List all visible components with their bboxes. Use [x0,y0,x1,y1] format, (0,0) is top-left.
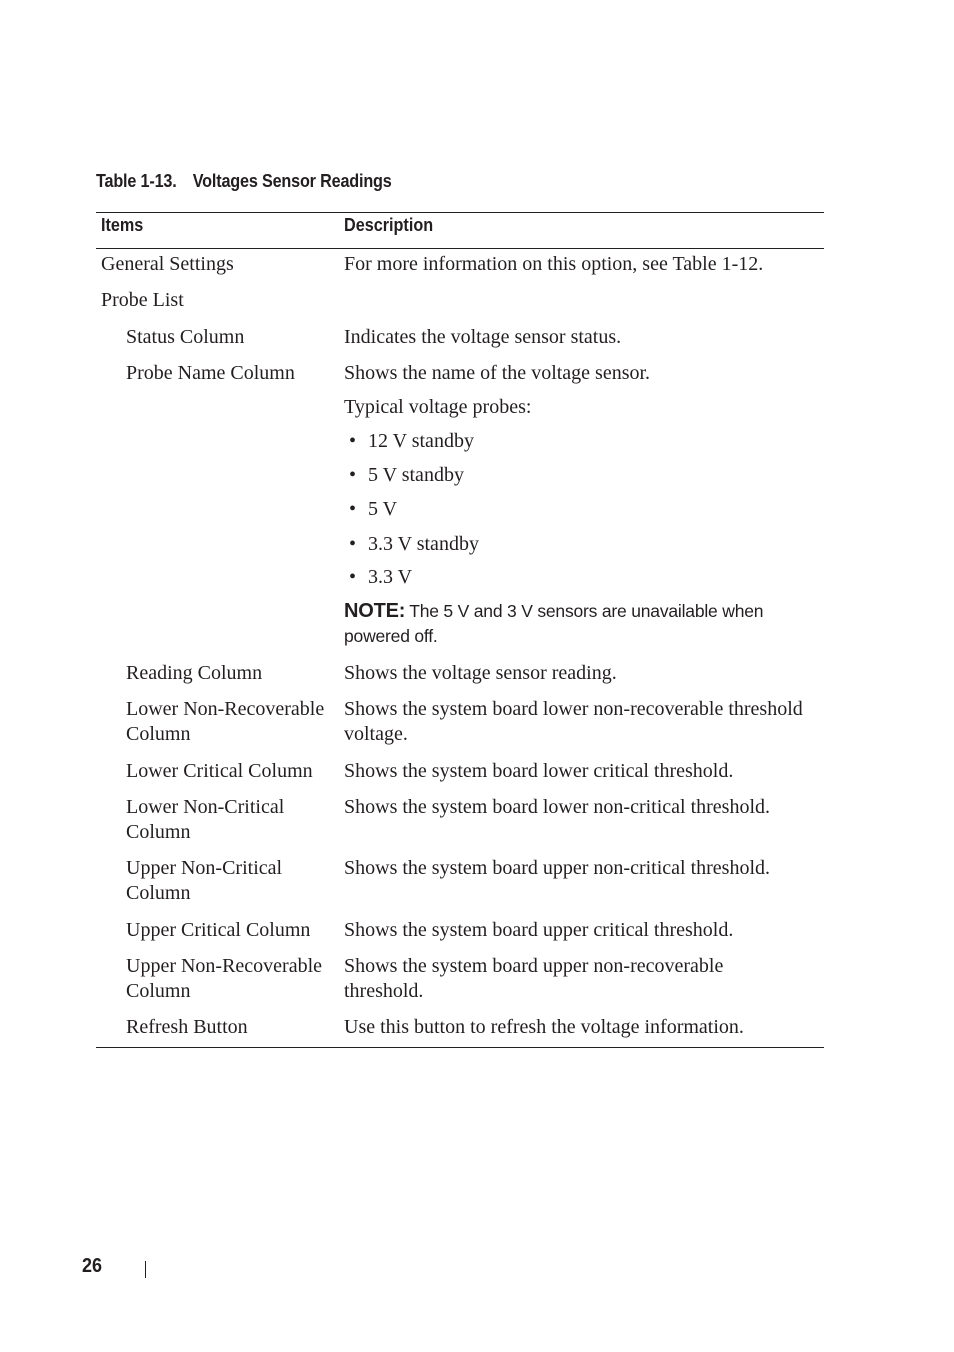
table-title: Voltages Sensor Readings [192,171,392,191]
probe-list-item: 3.3 V standby [368,533,479,555]
item-lower-non-critical: Lower Non-Critical [126,796,285,818]
desc-upper-critical: Shows the system board upper critical threshold. [344,919,734,941]
probe-list-item: 5 V [368,498,398,520]
item-refresh-button: Refresh Button [126,1016,248,1038]
item-lower-non-recoverable: Lower Non-Recoverable [126,698,325,720]
desc-reading-column: Shows the voltage sensor reading. [344,662,617,684]
item-upper-non-critical-cont: Column [126,882,191,904]
desc-lower-non-recoverable: Shows the system board lower non-recoverable threshold [344,698,803,720]
note-block [344,599,814,649]
desc-probe-name-column: Shows the name of the voltage sensor. [344,362,651,384]
desc-upper-non-critical: Shows the system board upper non-critical threshold. [344,857,771,879]
item-reading-column: Reading Column [126,662,263,684]
bullet-marker: • [349,566,357,588]
page-number: 26 [82,1255,103,1277]
probe-list-item: 5 V standby [368,464,464,486]
item-probe-name-column: Probe Name Column [126,362,295,384]
desc-lower-critical: Shows the system board lower critical threshold. [344,760,734,782]
bullet-marker: • [349,464,357,486]
item-upper-non-recoverable: Upper Non-Recoverable [126,955,323,977]
desc-general-settings: For more information on this option, see Table 1-12. [344,253,764,275]
item-lower-non-recoverable-cont: Column [126,723,191,745]
item-lower-non-critical-cont: Column [126,821,191,843]
note-text: The 5 V and 3 V sensors are unavailable when powered off. [344,601,764,646]
desc-upper-non-recoverable-cont: threshold. [344,980,424,1002]
header-bottom-rule [96,248,824,249]
desc-upper-non-recoverable: Shows the system board upper non-recoverable [344,955,724,977]
item-lower-critical: Lower Critical Column [126,760,313,782]
item-upper-non-critical: Upper Non-Critical [126,857,283,879]
probe-list-item: 3.3 V [368,566,413,588]
note-label: NOTE: [344,600,406,622]
table-top-rule [96,212,824,213]
item-upper-non-recoverable-cont: Column [126,980,191,1002]
item-upper-critical: Upper Critical Column [126,919,311,941]
item-probe-list: Probe List [101,289,184,311]
table-number: Table 1-13. [96,171,177,191]
desc-lower-non-recoverable-cont: voltage. [344,723,408,745]
typical-probes-intro: Typical voltage probes: [344,396,532,418]
page-number-separator [145,1261,146,1278]
table-bottom-rule [96,1047,824,1048]
desc-lower-non-critical: Shows the system board lower non-critical threshold. [344,796,771,818]
probe-list-item: 12 V standby [368,430,474,452]
table-caption [96,171,392,192]
item-status-column: Status Column [126,326,245,348]
bullet-marker: • [349,533,357,555]
bullet-marker: • [349,498,357,520]
item-general-settings: General Settings [101,253,234,275]
column-header-description: Description [344,215,434,235]
desc-refresh-button: Use this button to refresh the voltage information. [344,1016,744,1038]
column-header-items: Items [101,215,144,235]
bullet-marker: • [349,430,357,452]
desc-status-column: Indicates the voltage sensor status. [344,326,622,348]
